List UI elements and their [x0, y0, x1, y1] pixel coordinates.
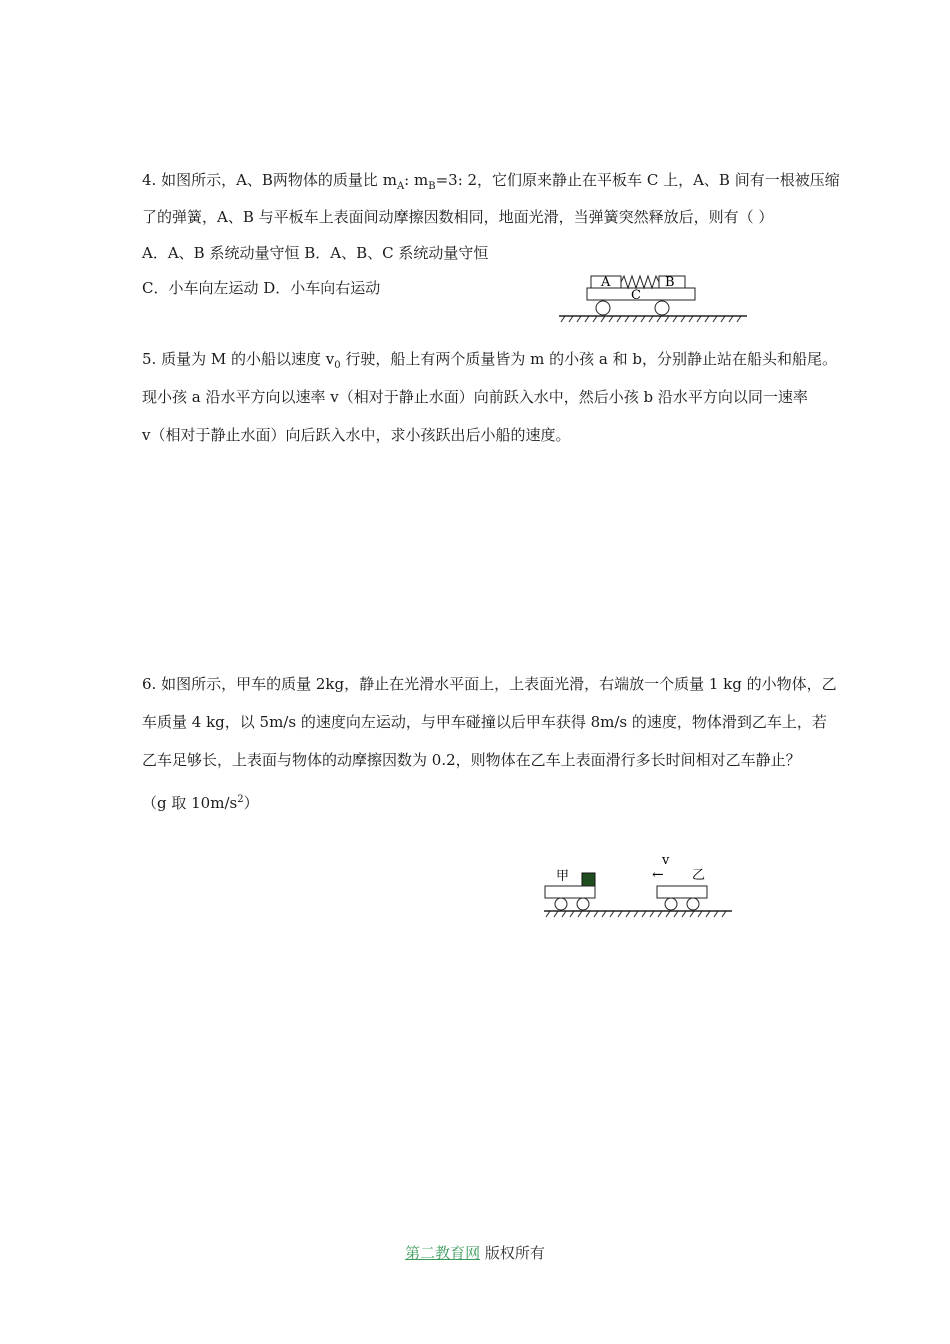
- ground-hatch: [561, 316, 741, 322]
- small-object: [582, 873, 595, 886]
- q6-line-2: 车质量 4 kg，以 5m/s 的速度向左运动，与甲车碰撞以后甲车获得 8m/s 的速度，物体滑到乙车上，若: [142, 713, 827, 731]
- q4-options-row-1: A．A、B 系统动量守恒 B．A、B、C 系统动量守恒: [142, 244, 489, 262]
- cart-jia: [545, 886, 595, 898]
- page-footer: [0, 1242, 950, 1263]
- label-b: B: [665, 275, 675, 290]
- q5-line-3: v（相对于静止水面）向后跃入水中，求小孩跃出后小船的速度。: [142, 426, 571, 444]
- q6-line-1: 6. 如图所示，甲车的质量 2kg，静止在光滑水平面上，上表面光滑，右端放一个质量 1 kg 的小物体，乙: [142, 675, 837, 693]
- label-a: A: [601, 275, 611, 290]
- q4-line-2: 了的弹簧，A、B 与平板车上表面间动摩擦因数相同，地面光滑，当弹簧突然释放后，则有（ ）: [142, 208, 774, 226]
- yi-wheel-right: [687, 898, 699, 910]
- jia-wheel-right: [577, 898, 589, 910]
- footer-site-link[interactable]: 第二教育网: [405, 1244, 481, 1262]
- cart-yi: [657, 886, 707, 898]
- wheel-right: [655, 301, 669, 315]
- label-jia: 甲: [556, 869, 570, 884]
- q6-line-4: （g 取 $10m/s^2$）: [142, 794, 259, 812]
- velocity-arrow: ←: [652, 867, 664, 883]
- q5-line-1: 5. 质量为 M 的小船以速度 $v_0$ 行驶，船上有两个质量皆为 m 的小孩 a 和 b，分别静止站在船头和船尾。: [142, 350, 837, 371]
- q5-line-2: 现小孩 a 沿水平方向以速率 v（相对于静止水面）向前跃入水中，然后小孩 b 沿水平方向以同一速率: [142, 388, 808, 406]
- jia-wheel-left: [555, 898, 567, 910]
- label-c: C: [631, 288, 641, 303]
- label-v: v: [662, 853, 670, 868]
- label-yi: 乙: [692, 868, 706, 883]
- yi-wheel-left: [665, 898, 677, 910]
- wheel-left: [596, 301, 610, 315]
- q6-two-carts-figure: [540, 848, 740, 922]
- q6-line-3: 乙车足够长，上表面与物体的动摩擦因数为 0.2，则物体在乙车上表面滑行多长时间相对乙车静止？: [142, 751, 801, 769]
- footer-copyright: 版权所有: [480, 1244, 545, 1262]
- ground-hatch: [546, 911, 726, 917]
- q4-cart-spring-figure: [555, 268, 755, 324]
- q4-line-1: 4. 如图所示，A、B两物体的质量比 $m_A$: $m_B=3$: 2，它们原来静止在平板车 C 上，A、B 间有一根被压缩: [142, 171, 840, 192]
- q4-options-row-2: C．小车向左运动 D．小车向右运动: [142, 279, 381, 297]
- spring: [621, 276, 659, 288]
